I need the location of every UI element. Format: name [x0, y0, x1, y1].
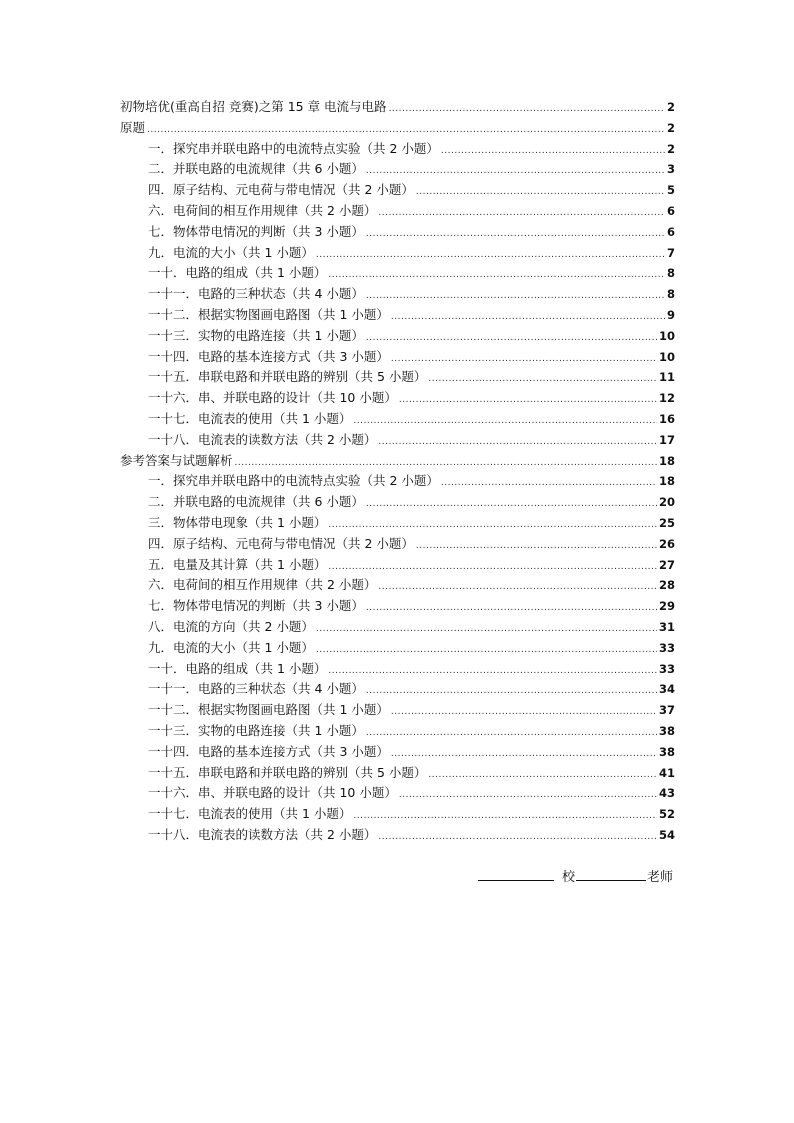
toc-entry-title: 四．原子结构、元电荷与带电情况（共 2 小题） [148, 535, 414, 551]
toc-entry-title: 一十．电路的组成（共 1 小题） [148, 265, 327, 281]
dot-leader [391, 702, 657, 723]
toc-entry-title: 九．电流的大小（共 1 小题） [148, 639, 314, 655]
toc-entry-page-number: 3 [666, 162, 675, 177]
toc-entry[interactable] [120, 825, 675, 846]
dot-leader [235, 453, 657, 474]
dot-leader [416, 536, 657, 557]
toc-entry-title: 一十一．电路的三种状态（共 4 小题） [148, 681, 364, 697]
toc-entry[interactable] [120, 305, 675, 326]
dot-leader [399, 785, 657, 806]
toc-entry[interactable] [120, 638, 675, 659]
toc-entry-page-number: 9 [666, 307, 675, 322]
dot-leader [441, 141, 665, 162]
toc-entry-title: 初物培优(重高自招 竞赛)之第 15 章 电流与电路 [120, 99, 387, 114]
toc-entry[interactable] [120, 471, 675, 492]
dot-leader [378, 203, 665, 224]
toc-entry-title: 二．并联电路的电流规律（共 6 小题） [148, 494, 364, 510]
toc-entry[interactable] [120, 97, 675, 118]
dot-leader [328, 265, 665, 286]
toc-entry-title: 一十六．串、并联电路的设计（共 10 小题） [148, 785, 397, 801]
toc-entry[interactable] [120, 347, 675, 368]
toc-entry-page-number: 33 [658, 661, 675, 676]
dot-leader [366, 328, 657, 349]
toc-entry-title: 四．原子结构、元电荷与带电情况（共 2 小题） [148, 182, 414, 198]
toc-entry[interactable] [120, 326, 675, 347]
dot-leader [366, 286, 665, 307]
toc-entry[interactable] [120, 575, 675, 596]
toc-entry-title: 七．物体带电情况的判断（共 3 小题） [148, 223, 364, 239]
dot-leader [389, 99, 665, 120]
dot-leader [378, 577, 657, 598]
dot-leader [353, 411, 657, 432]
signature-line [478, 866, 675, 885]
toc-entry-title: 一十三．实物的电路连接（共 1 小题） [148, 722, 364, 738]
toc-entry[interactable] [120, 679, 675, 700]
toc-entry[interactable] [120, 159, 675, 180]
toc-entry-title: 一十一．电路的三种状态（共 4 小题） [148, 286, 364, 302]
toc-entry-title: 六．电荷间的相互作用规律（共 2 小题） [148, 577, 377, 593]
dot-leader [399, 390, 657, 411]
dot-leader [316, 640, 657, 661]
toc-entry-page-number: 38 [658, 723, 675, 738]
dot-leader [328, 557, 657, 578]
toc-entry[interactable] [120, 222, 675, 243]
toc-entry-page-number: 33 [658, 640, 675, 655]
toc-entry-page-number: 34 [658, 682, 675, 697]
toc-entry[interactable] [120, 409, 675, 430]
toc-entry[interactable] [120, 492, 675, 513]
toc-entry[interactable] [120, 367, 675, 388]
toc-entry[interactable] [120, 763, 675, 784]
dot-leader [328, 661, 657, 682]
toc-entry[interactable] [120, 700, 675, 721]
toc-entry[interactable] [120, 430, 675, 451]
toc-entry[interactable] [120, 513, 675, 534]
toc-entry-page-number: 18 [658, 453, 675, 468]
toc-entry[interactable] [120, 263, 675, 284]
toc-entry-page-number: 11 [658, 370, 675, 385]
toc-entry-page-number: 54 [658, 827, 675, 842]
toc-entry[interactable] [120, 388, 675, 409]
toc-entry-title: 七．物体带电情况的判断（共 3 小题） [148, 598, 364, 614]
dot-leader [366, 494, 657, 515]
toc-entry[interactable] [120, 659, 675, 680]
toc-entry-title: 三．物体带电现象（共 1 小题） [148, 514, 327, 530]
table-of-contents [120, 97, 675, 846]
dot-leader [366, 224, 665, 245]
toc-entry-page-number: 2 [666, 100, 675, 114]
dot-leader [316, 619, 657, 640]
toc-entry-page-number: 7 [666, 245, 675, 260]
toc-entry[interactable] [120, 721, 675, 742]
toc-entry-title: 一十二．根据实物图画电路图（共 1 小题） [148, 306, 389, 322]
toc-entry-page-number: 5 [666, 183, 675, 198]
toc-entry-page-number: 2 [666, 120, 675, 135]
toc-entry-page-number: 8 [666, 287, 675, 302]
toc-entry[interactable] [120, 284, 675, 305]
toc-entry-page-number: 52 [658, 807, 675, 822]
toc-entry[interactable] [120, 451, 675, 472]
toc-entry-title: 一十二．根据实物图画电路图（共 1 小题） [148, 702, 389, 718]
toc-entry-title: 九．电流的大小（共 1 小题） [148, 244, 314, 260]
toc-entry-page-number: 2 [666, 141, 675, 156]
toc-entry[interactable] [120, 118, 675, 139]
toc-entry-page-number: 41 [658, 765, 675, 780]
dot-leader [428, 369, 657, 390]
toc-entry[interactable] [120, 742, 675, 763]
toc-entry[interactable] [120, 180, 675, 201]
school-label: 校 [562, 870, 576, 885]
dot-leader [353, 806, 657, 827]
toc-entry[interactable] [120, 804, 675, 825]
toc-entry-page-number: 16 [658, 411, 675, 426]
toc-entry-page-number: 17 [658, 432, 675, 447]
school-blank[interactable] [478, 866, 554, 881]
toc-entry-page-number: 20 [658, 495, 675, 510]
toc-entry-page-number: 31 [658, 619, 675, 634]
toc-entry-page-number: 8 [666, 266, 675, 281]
toc-entry-page-number: 37 [658, 703, 675, 718]
toc-entry-page-number: 10 [658, 328, 675, 343]
dot-leader [391, 349, 657, 370]
toc-entry[interactable] [120, 783, 675, 804]
dot-leader [366, 161, 665, 182]
toc-entry[interactable] [120, 139, 675, 160]
toc-entry-title: 二．并联电路的电流规律（共 6 小题） [148, 161, 364, 177]
toc-entry-title: 一十五．串联电路和并联电路的辨别（共 5 小题） [148, 369, 427, 385]
teacher-label: 老师 [647, 870, 674, 885]
toc-entry-title: 一十六．串、并联电路的设计（共 10 小题） [148, 390, 397, 406]
toc-entry-title: 八．电流的方向（共 2 小题） [148, 618, 314, 634]
toc-entry-title: 五．电量及其计算（共 1 小题） [148, 556, 327, 572]
dot-leader [316, 245, 665, 266]
toc-entry-page-number: 28 [658, 578, 675, 593]
dot-leader [416, 182, 665, 203]
toc-entry-page-number: 27 [658, 557, 675, 572]
dot-leader [378, 432, 657, 453]
toc-entry[interactable] [120, 201, 675, 222]
toc-entry[interactable] [120, 243, 675, 264]
toc-entry-title: 一十．电路的组成（共 1 小题） [148, 660, 327, 676]
toc-entry-title: 一．探究串并联电路中的电流特点实验（共 2 小题） [148, 140, 439, 156]
toc-entry-page-number: 43 [658, 786, 675, 801]
toc-entry-title: 一十七．电流表的使用（共 1 小题） [148, 806, 352, 822]
toc-entry-page-number: 29 [658, 599, 675, 614]
toc-entry-title: 参考答案与试题解析 [120, 452, 233, 468]
toc-entry-title: 一．探究串并联电路中的电流特点实验（共 2 小题） [148, 473, 439, 489]
toc-entry-title: 六．电荷间的相互作用规律（共 2 小题） [148, 202, 377, 218]
dot-leader [328, 515, 657, 536]
toc-entry-page-number: 26 [658, 536, 675, 551]
toc-entry-page-number: 18 [658, 474, 675, 489]
dot-leader [366, 681, 657, 702]
toc-entry-title: 一十四．电路的基本连接方式（共 3 小题） [148, 348, 389, 364]
toc-entry[interactable] [120, 617, 675, 638]
toc-entry[interactable] [120, 596, 675, 617]
toc-entry-title: 一十八．电流表的读数方法（共 2 小题） [148, 431, 377, 447]
toc-entry-page-number: 10 [658, 349, 675, 364]
teacher-blank[interactable] [576, 866, 646, 881]
toc-entry-page-number: 6 [666, 224, 675, 239]
dot-leader [147, 120, 665, 141]
dot-leader [366, 723, 657, 744]
dot-leader [428, 765, 657, 786]
dot-leader [378, 827, 657, 848]
toc-entry-page-number: 25 [658, 515, 675, 530]
toc-entry-title: 一十五．串联电路和并联电路的辨别（共 5 小题） [148, 764, 427, 780]
toc-entry-title: 原题 [120, 119, 146, 135]
toc-entry-page-number: 38 [658, 744, 675, 759]
dot-leader [391, 307, 665, 328]
toc-entry[interactable] [120, 534, 675, 555]
dot-leader [366, 598, 657, 619]
toc-entry-page-number: 6 [666, 203, 675, 218]
toc-entry-title: 一十七．电流表的使用（共 1 小题） [148, 410, 352, 426]
toc-entry-title: 一十四．电路的基本连接方式（共 3 小题） [148, 743, 389, 759]
toc-entry-page-number: 12 [658, 391, 675, 406]
dot-leader [391, 744, 657, 765]
toc-entry-title: 一十三．实物的电路连接（共 1 小题） [148, 327, 364, 343]
dot-leader [441, 473, 657, 494]
toc-entry-title: 一十八．电流表的读数方法（共 2 小题） [148, 826, 377, 842]
toc-entry[interactable] [120, 555, 675, 576]
